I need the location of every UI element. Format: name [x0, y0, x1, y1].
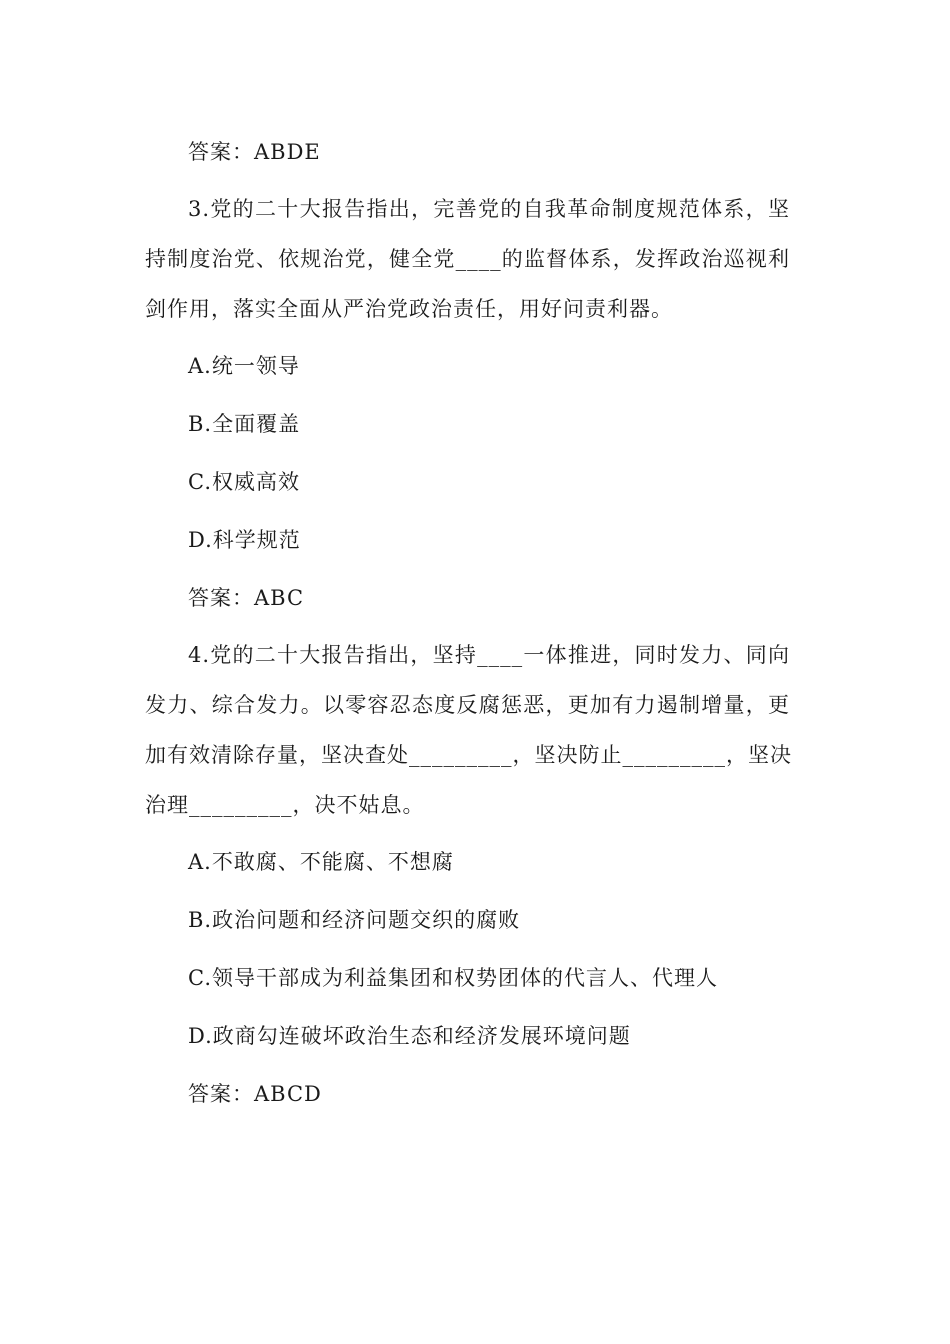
question-4-line-4: 治理_________，决不姑息。	[145, 793, 425, 817]
question-4-option-b: B.政治问题和经济问题交织的腐败	[188, 908, 521, 932]
question-4-option-d: D.政商勾连破坏政治生态和经济发展环境问题	[188, 1024, 631, 1048]
question-3-line-2: 持制度治党、依规治党，健全党____的监督体系，发挥政治巡视利	[145, 247, 790, 271]
question-3-line-1: 3.党的二十大报告指出，完善党的自我革命制度规范体系，坚	[188, 197, 790, 221]
previous-answer: 答案：ABDE	[188, 140, 321, 164]
question-4-line-2: 发力、综合发力。以零容忍态度反腐惩恶，更加有力遏制增量，更	[145, 693, 790, 717]
question-4-option-c: C.领导干部成为利益集团和权势团体的代言人、代理人	[188, 966, 718, 990]
question-3-option-d: D.科学规范	[188, 528, 301, 552]
question-4-line-1: 4.党的二十大报告指出，坚持____一体推进，同时发力、同向	[188, 643, 790, 667]
question-4-answer: 答案：ABCD	[188, 1082, 322, 1106]
question-3-option-a: A.统一领导	[188, 354, 300, 378]
question-4-line-3: 加有效清除存量，坚决查处_________，坚决防止_________，坚决	[145, 743, 792, 767]
question-3-line-3: 剑作用，落实全面从严治党政治责任，用好问责利器。	[145, 297, 673, 321]
question-3-answer: 答案：ABC	[188, 586, 305, 610]
question-3-option-b: B.全面覆盖	[188, 412, 301, 436]
question-3-option-c: C.权威高效	[188, 470, 300, 494]
question-4-option-a: A.不敢腐、不能腐、不想腐	[188, 850, 454, 874]
